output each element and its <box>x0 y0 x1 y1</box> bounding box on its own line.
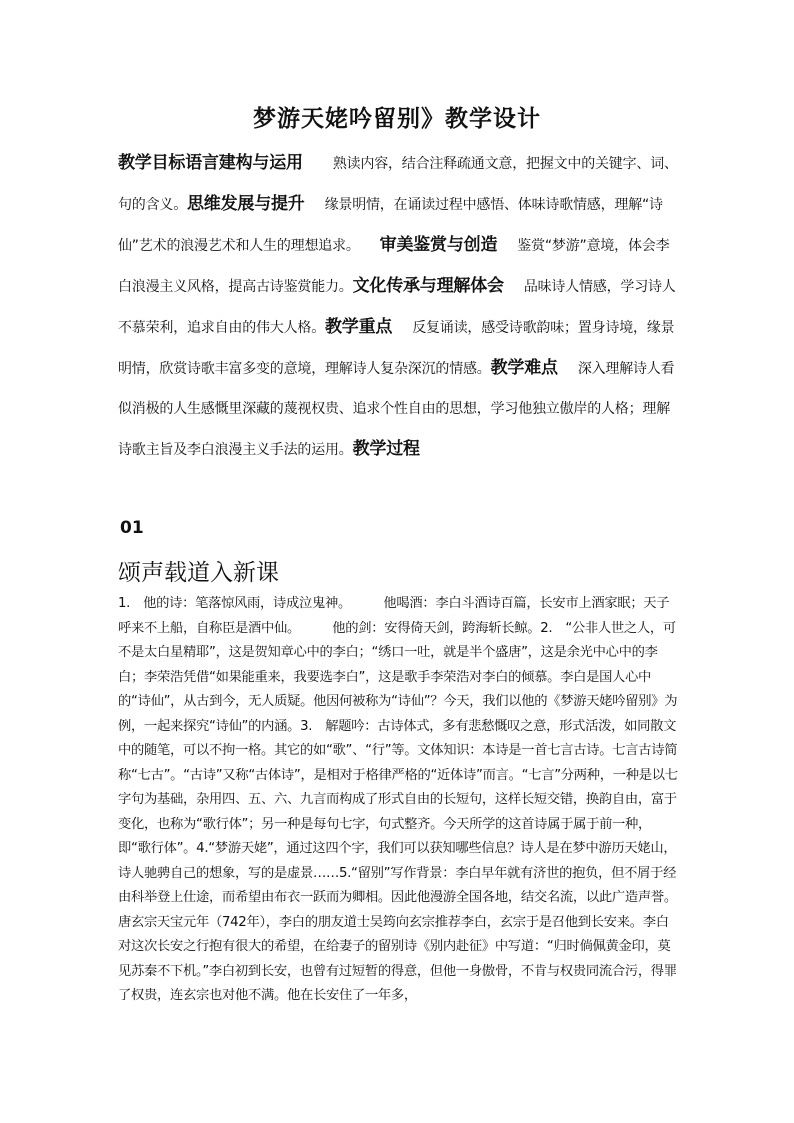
heading-teaching-process: 教学过程 <box>352 439 420 459</box>
page-title: 梦游天姥吟留别》教学设计 <box>253 106 541 132</box>
heading-goal-language: 教学目标语言建构与运用 <box>118 153 303 173</box>
heading-goal-aesthetic: 审美鉴赏与创造 <box>379 235 498 255</box>
text-goal-culture: 品味诗人情感，学习诗人不慕荣利，追求自由的伟大人格。 <box>118 279 676 336</box>
heading-goal-thinking: 思维发展与提升 <box>187 194 305 214</box>
section-number: 01 <box>120 518 144 538</box>
heading-key-points: 教学重点 <box>325 317 393 337</box>
heading-goal-culture: 文化传承与理解体会 <box>352 276 504 296</box>
text-goal-aesthetic: 鉴赏“梦游”意境，体会李白浪漫主义风格，提高古诗鉴赏能力。 <box>118 238 670 295</box>
heading-difficult-points: 教学难点 <box>490 358 558 378</box>
section-title: 颂声载道入新课 <box>118 560 279 586</box>
section-body-text: 1. 他的诗：笔落惊风雨，诗成泣鬼神。 他喝酒：李白斗酒诗百篇，长安市上酒家眠；天子呼来不上船，自称臣是酒中仙。 他的剑：安得倚天剑，跨海斩长鲸。2. “公非人世之人，可不是太白星精耶”，这是贺知章心中的李白；“绣口一吐，就是半个盛唐”，这是余光中心中的李白；李荣浩凭借“如果能重来，我要选李白”，这是歌手李荣浩对李白的倾慕。李白是国人心中的“诗仙”，从古到今，无人质疑。他因何被称为“诗仙”？今天，我们以他的《梦游天姥吟留别》为例，一起来探究“诗仙”的内涵。3. 解题吟：古诗体式，多有悲愁慨叹之意，形式活泼，如同散文中的随笔，可以不拘一格。其它的如“歌”、“行”等。文体知识：本诗是一首七言古诗。七言古诗简称“七古”。“古诗”又称“古体诗”，是相对于格律严格的“近体诗”而言。“七言”分两种，一种是以七字句为基础，杂用四、五、六、九言而构成了形式自由的长短句，这样长短交错，换韵自由，富于变化，也称为“歌行体”；另一种是每句七字，句式整齐。今天所学的这首诗属于属于前一种，即“歌行体”。4.“梦游天姥”，通过这四个字，我们可以获知哪些信息？诗人是在梦中游历天姥山，诗人驰骋自己的想象，写的是虚景……5.“留别”写作背景：李白早年就有济世的抱负，但不屑于经由科举登上仕途，而希望由布衣一跃而为卿相。因此他漫游全国各地，结交名流，以此广造声誉。唐玄宗天宝元年（742年），李白的朋友道士吴筠向玄宗推荐李白，玄宗于是召他到长安来。李白对这次长安之行抱有很大的希望，在给妻子的留别诗《别内赴征》中写道：“归时倘佩黄金印，莫见苏秦不下机。”李白初到长安，也曾有过短暂的得意，但他一身傲骨，不肯与权贵同流合污，得罪了权贵，连玄宗也对他不满。他在长安住了一年多， <box>118 596 678 1003</box>
text-goal-language: 熟读内容，结合注释疏通文意，把握文中的关键字、词、句的含义。 <box>118 156 678 213</box>
text-goal-thinking: 缘景明情，在诵读过程中感悟、体味诗歌情感，理解“诗仙”艺术的浪漫艺术和人生的理想追求。 <box>118 197 663 254</box>
teaching-goals-paragraph <box>118 143 680 470</box>
text-difficult-points: 深入理解诗人看似消极的人生感慨里深藏的蔑视权贵、追求个性自由的思想，学习他独立傲岸的人格；理解诗歌主旨及李白浪漫主义手法的运用。 <box>118 361 675 458</box>
text-key-points: 反复诵读，感受诗歌韵味；置身诗境，缘景明情，欣赏诗歌丰富多变的意境，理解诗人复杂深沉的情感。 <box>118 320 675 377</box>
